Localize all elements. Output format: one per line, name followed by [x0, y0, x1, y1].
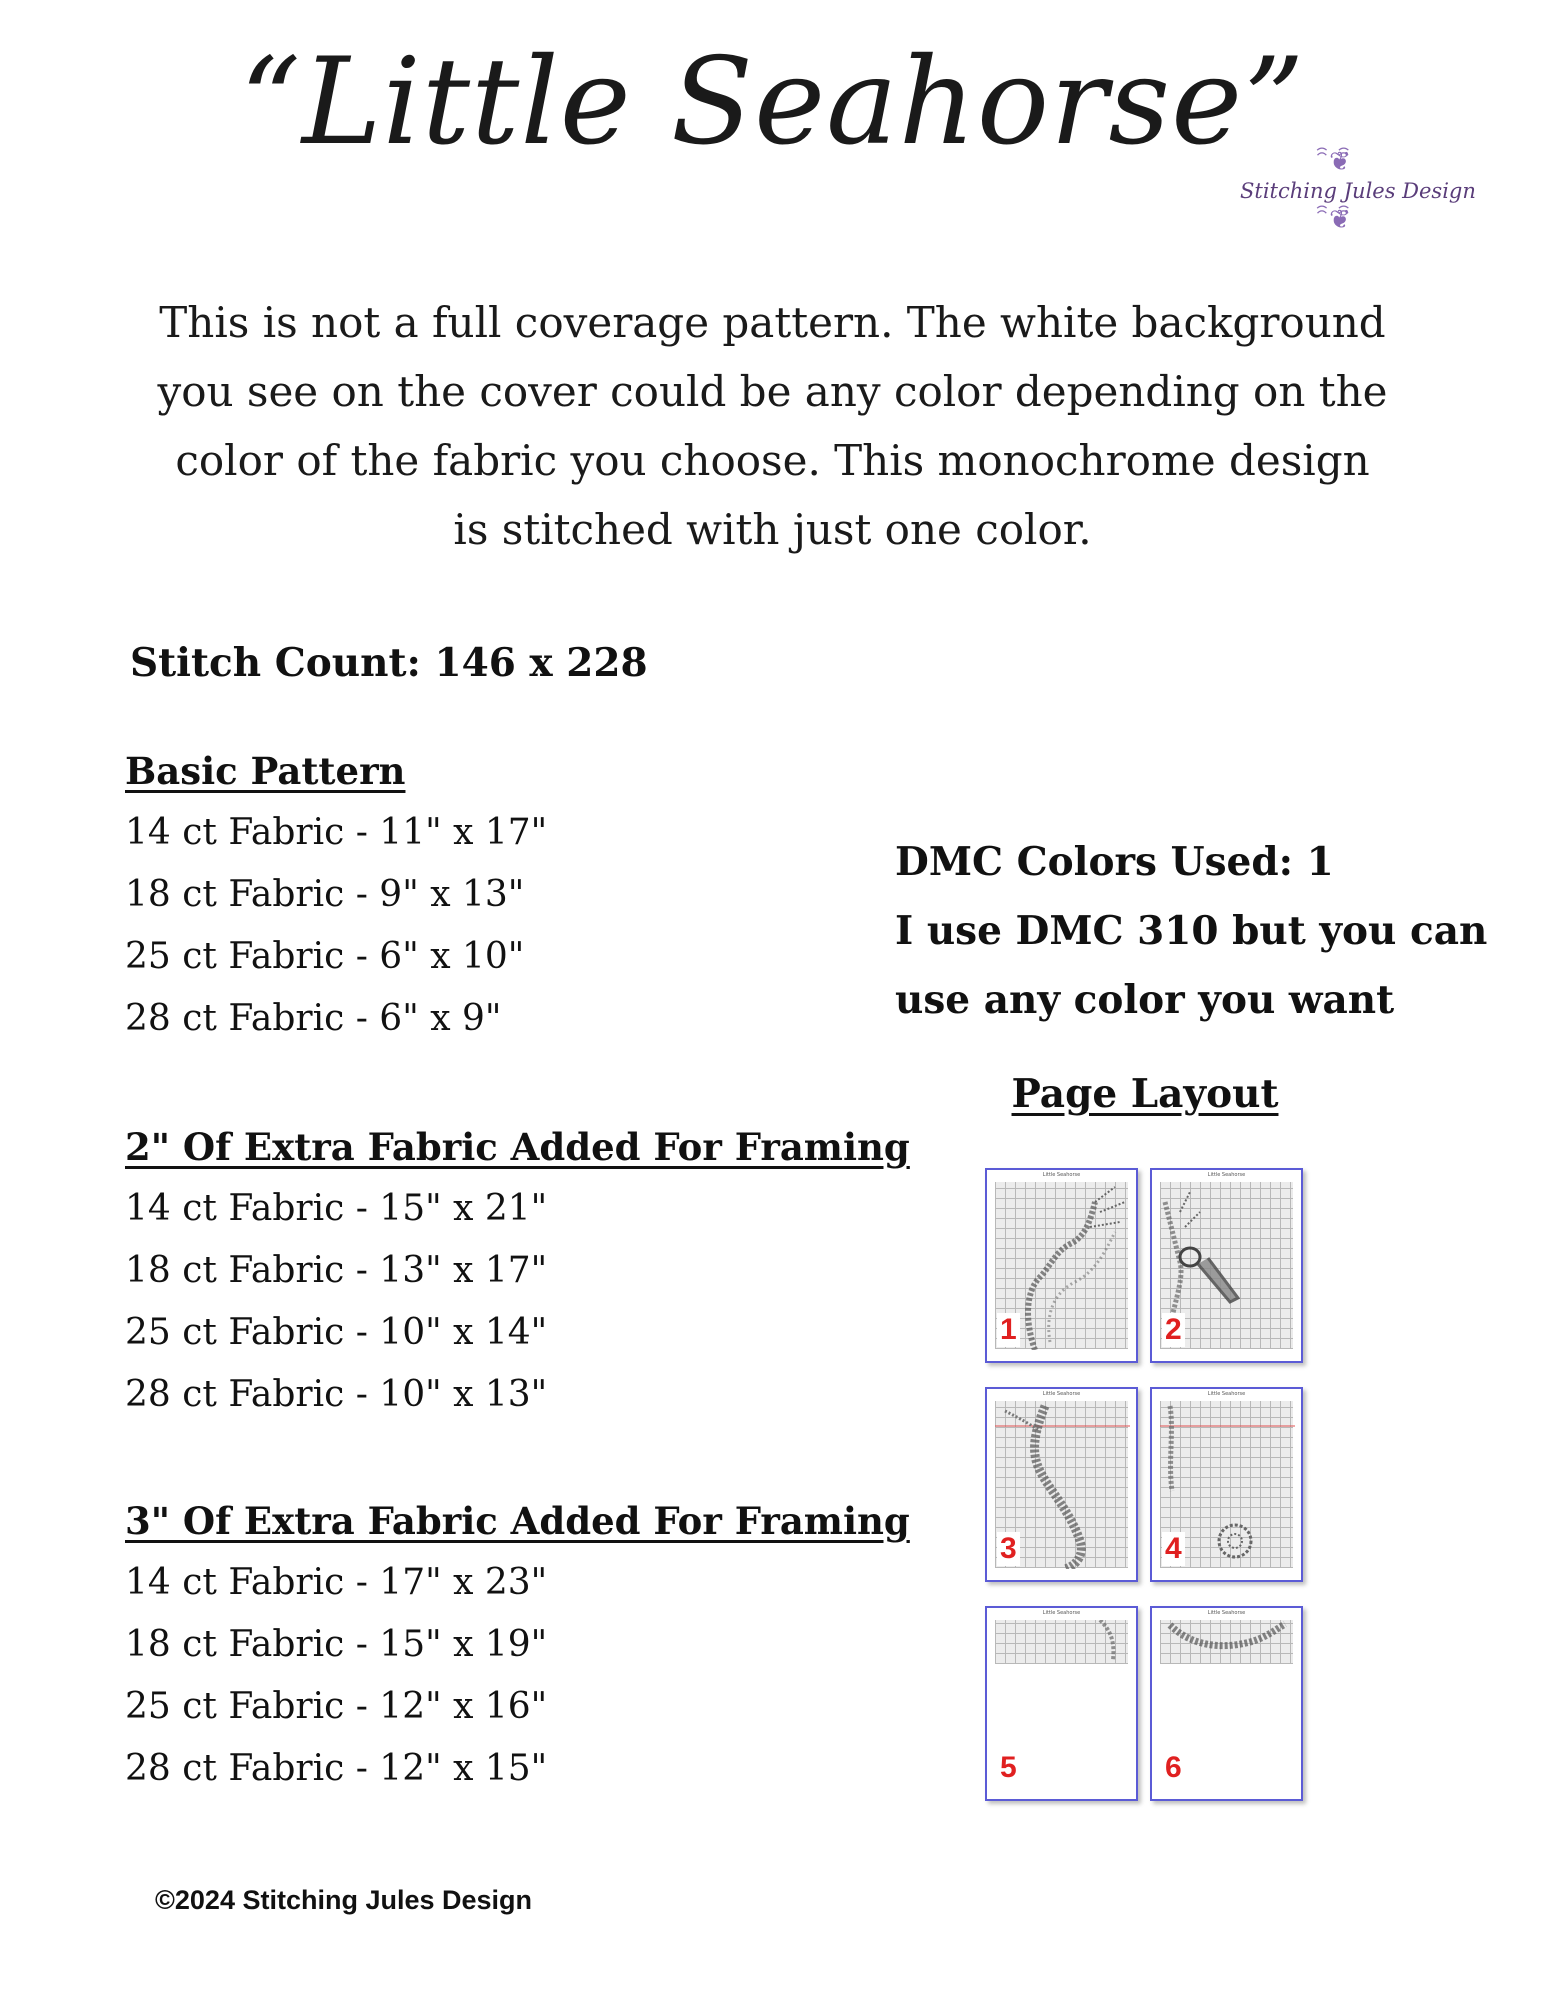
fabric-size-row: 28 ct Fabric - 10" x 13"	[125, 1374, 548, 1415]
basic-pattern-section	[125, 740, 547, 1050]
fabric-size-row: 18 ct Fabric - 9" x 13"	[125, 874, 525, 915]
fabric-size-row: 28 ct Fabric - 12" x 15"	[125, 1748, 548, 1789]
page-thumbnail-6	[1150, 1606, 1303, 1801]
page-thumbnail-1	[985, 1168, 1138, 1363]
page-thumbnail-3	[985, 1387, 1138, 1582]
fabric-size-row: 28 ct Fabric - 6" x 9"	[125, 998, 502, 1039]
fabric-size-row: 18 ct Fabric - 13" x 17"	[125, 1250, 548, 1291]
fabric-size-row: 14 ct Fabric - 17" x 23"	[125, 1562, 548, 1603]
thumbnail-title: Little Seahorse	[1207, 1391, 1246, 1397]
page-layout-heading: Page Layout	[1011, 1071, 1279, 1117]
fabric-size-row: 25 ct Fabric - 6" x 10"	[125, 936, 525, 977]
page-number: 6	[1162, 1751, 1185, 1785]
fabric-size-row: 14 ct Fabric - 11" x 17"	[125, 812, 548, 853]
fabric-size-row: 18 ct Fabric - 15" x 19"	[125, 1624, 548, 1665]
page-thumbnail-4	[1150, 1387, 1303, 1582]
section-heading: 3" Of Extra Fabric Added For Framing	[125, 1499, 910, 1543]
seahorse-chart-art	[995, 1620, 1130, 1664]
page-thumbnail-5	[985, 1606, 1138, 1801]
thumbnail-title: Little Seahorse	[1042, 1391, 1081, 1397]
intro-paragraph	[140, 288, 1405, 564]
page-thumbnail-2	[1150, 1168, 1303, 1363]
intro-line: is stitched with just one color.	[453, 505, 1092, 554]
copyright-footer: ©2024 Stitching Jules Design	[155, 1885, 533, 1915]
extra-3in-section	[125, 1490, 910, 1800]
fabric-size-row: 25 ct Fabric - 10" x 14"	[125, 1312, 548, 1353]
page-number: 1	[997, 1313, 1020, 1347]
page-number: 3	[997, 1532, 1020, 1566]
intro-line: color of the fabric you choose. This monochrome design	[175, 436, 1370, 485]
brand-logo	[1240, 147, 1476, 268]
section-heading: 2" Of Extra Fabric Added For Framing	[125, 1125, 910, 1169]
page-number: 2	[1162, 1313, 1185, 1347]
thumbnail-title: Little Seahorse	[1207, 1610, 1246, 1616]
dmc-line: I use DMC 310 but you can	[895, 908, 1488, 954]
dmc-colors-info	[895, 828, 1487, 1035]
swirl-ornament-icon: ꩰ❦ꩰ	[1329, 147, 1351, 177]
pattern-title: “Little Seahorse”	[239, 33, 1306, 172]
seahorse-chart-art	[1160, 1620, 1295, 1664]
dmc-line: use any color you want	[895, 977, 1395, 1023]
section-heading: Basic Pattern	[125, 749, 406, 793]
extra-2in-section	[125, 1116, 910, 1426]
swirl-ornament-icon: ꩰ❦ꩰ	[1329, 205, 1351, 235]
intro-line: This is not a full coverage pattern. The white background	[159, 298, 1386, 347]
thumbnail-title: Little Seahorse	[1042, 1172, 1081, 1178]
thumbnail-title: Little Seahorse	[1042, 1610, 1081, 1616]
intro-line: you see on the cover could be any color depending on the	[157, 367, 1388, 416]
logo-name: Stitching Jules Design	[1240, 179, 1476, 203]
fabric-size-row: 25 ct Fabric - 12" x 16"	[125, 1686, 548, 1727]
dmc-line: DMC Colors Used: 1	[895, 839, 1334, 885]
thumbnail-title: Little Seahorse	[1207, 1172, 1246, 1178]
page-number: 5	[997, 1751, 1020, 1785]
page-number: 4	[1162, 1532, 1185, 1566]
fabric-size-row: 14 ct Fabric - 15" x 21"	[125, 1188, 548, 1229]
stitch-count: Stitch Count: 146 x 228	[130, 640, 648, 686]
